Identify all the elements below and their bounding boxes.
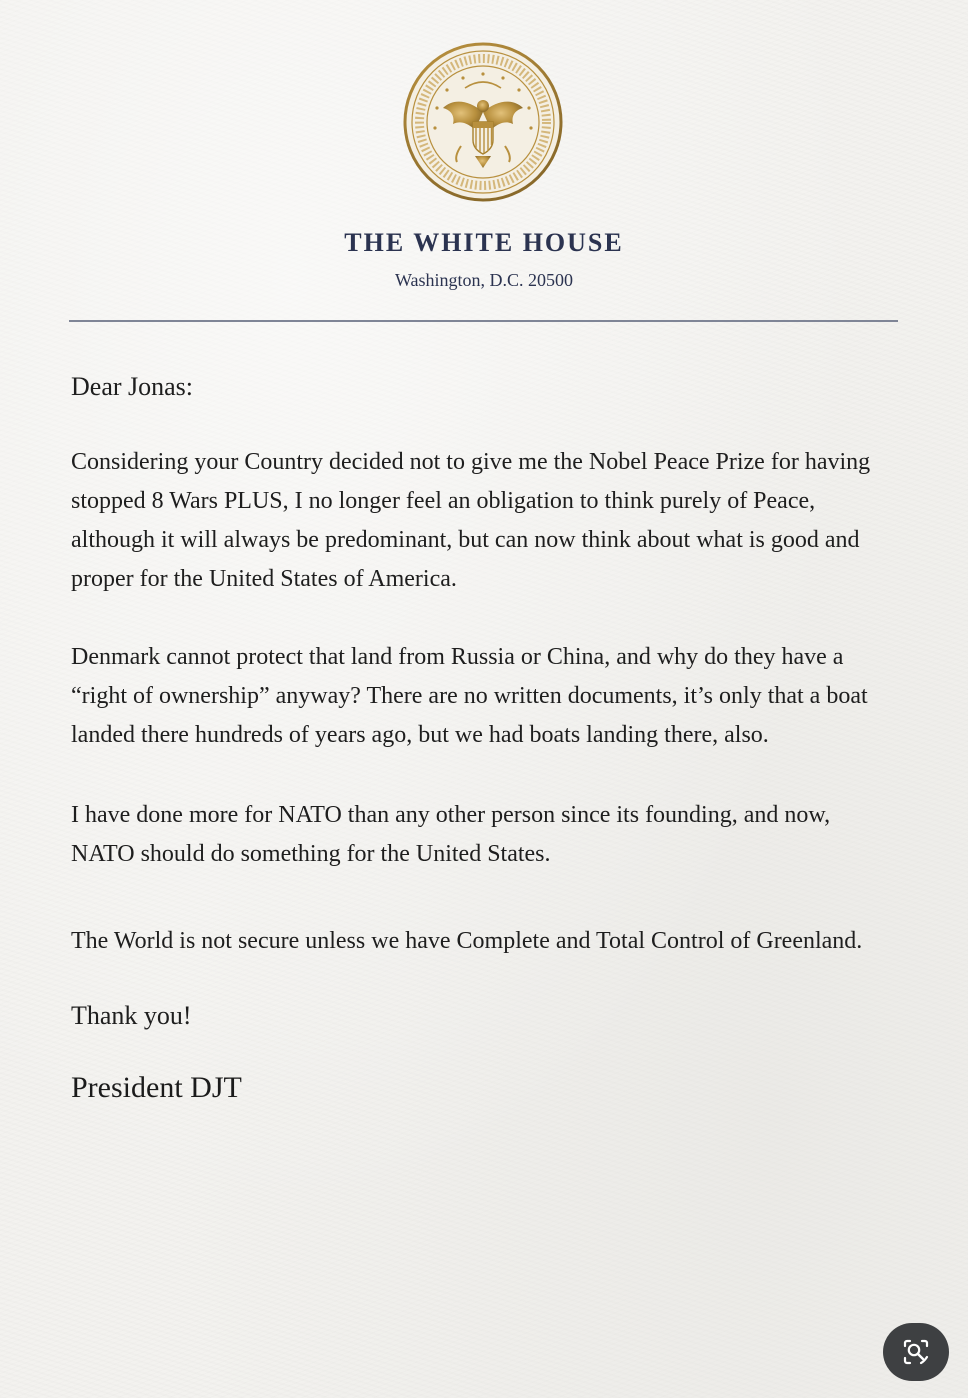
image-search-icon — [901, 1337, 931, 1367]
letter-paragraph-1: Considering your Country decided not to give me the Nobel Peace Prize for having stopped 8 Wars PLUS, I no longer feel an obligation to think purely of Peace, although it will always be predominant, but can now think about what is good and proper for the United States of America. — [71, 449, 871, 592]
closing: Thank you! — [71, 1001, 192, 1030]
presidential-seal-icon — [403, 42, 563, 202]
letter-paragraph-3: I have done more for NATO than any other person since its founding, and now, NATO should do something for the United States. — [71, 802, 831, 867]
letterhead-title: THE WHITE HOUSE — [344, 228, 624, 257]
letter-paragraph-2: Denmark cannot protect that land from Russia or China, and why do they have a “right of ownership” anyway? There are no written documents, it’s only that a boat landed there hundreds of years ago, but we had boats landing there, also. — [71, 644, 868, 748]
image-search-button[interactable] — [883, 1323, 949, 1381]
letterhead-divider — [69, 320, 898, 322]
letterhead-address: Washington, D.C. 20500 — [394, 270, 574, 290]
letter-paragraph-4: The World is not secure unless we have Complete and Total Control of Greenland. — [71, 928, 863, 954]
salutation: Dear Jonas: — [71, 372, 194, 401]
signature: President DJT — [71, 1071, 242, 1104]
